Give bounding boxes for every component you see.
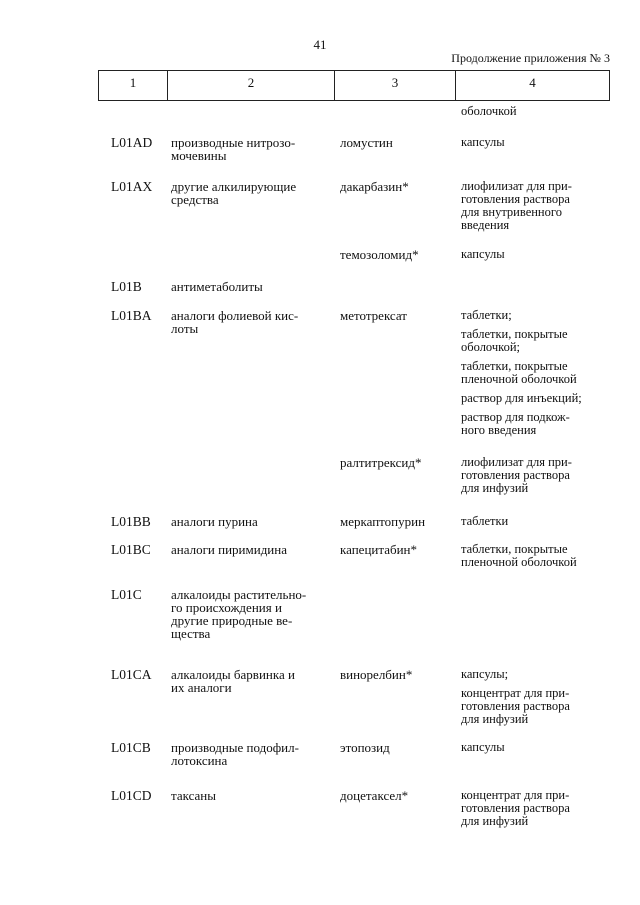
dosage-form-line: капсулы	[461, 135, 505, 149]
drug-name: ралтитрексид*	[340, 455, 422, 470]
group-name-line: алкалоиды растительно-	[171, 587, 307, 602]
group-name-line: го происхождения и	[171, 600, 282, 615]
dosage-form-line: таблетки, покрытые	[461, 542, 568, 556]
dosage-form-line: раствор для подкож-	[461, 410, 570, 424]
atc-code: L01C	[111, 587, 142, 602]
dosage-form-line: пленочной оболочкой	[461, 372, 577, 386]
dosage-form-line: ного введения	[461, 423, 537, 437]
group-name-line: их аналоги	[171, 680, 232, 695]
drug-name: доцетаксел*	[340, 788, 409, 803]
atc-code: L01BC	[111, 542, 151, 557]
group-name-line: таксаны	[171, 788, 216, 803]
drug-name: дакарбазин*	[340, 179, 409, 194]
dosage-form-line: таблетки, покрытые	[461, 327, 568, 341]
dosage-form-line: таблетки	[461, 514, 509, 528]
group-name-line: алкалоиды барвинка и	[171, 667, 295, 682]
drug-name: темозоломид*	[340, 247, 419, 262]
atc-code: L01B	[111, 279, 142, 294]
group-name-line: средства	[171, 192, 219, 207]
atc-code: L01CA	[111, 667, 152, 682]
dosage-form-line: таблетки, покрытые	[461, 359, 568, 373]
dosage-form-line: капсулы	[461, 247, 505, 261]
atc-code: L01BB	[111, 514, 151, 529]
dosage-form-line: таблетки;	[461, 308, 512, 322]
dosage-form-line: капсулы;	[461, 667, 509, 681]
dosage-form-line: готовления раствора	[461, 192, 570, 206]
group-name-line: аналоги фолиевой кис-	[171, 308, 299, 323]
header-col-2: 2	[168, 71, 335, 100]
dosage-form-line: для внутривенного	[461, 205, 562, 219]
group-name-line: аналоги пурина	[171, 514, 258, 529]
dosage-form-line: раствор для инъекций;	[461, 391, 582, 405]
group-name-line: лотоксина	[171, 753, 228, 768]
group-name-line: производные нитрозо-	[171, 135, 296, 150]
group-name-line: другие алкилирующие	[171, 179, 297, 194]
dosage-form-line: концентрат для при-	[461, 788, 570, 802]
dosage-form-line: для инфузий	[461, 481, 529, 495]
header-col-1: 1	[99, 71, 168, 100]
drug-name: ломустин	[340, 135, 393, 150]
dosage-form-line: капсулы	[461, 740, 505, 754]
header-col-4: 4	[529, 75, 536, 90]
group-name-line: аналоги пиримидина	[171, 542, 287, 557]
atc-code: L01CB	[111, 740, 151, 755]
table-header	[98, 70, 610, 101]
dosage-form-line: готовления раствора	[461, 699, 570, 713]
group-name-line: производные подофил-	[171, 740, 299, 755]
dosage-form-line: готовления раствора	[461, 468, 570, 482]
header-col-3: 3	[335, 71, 456, 100]
dosage-form-line: пленочной оболочкой	[461, 555, 577, 569]
group-name-line: лоты	[171, 321, 199, 336]
group-name-line: щества	[171, 626, 211, 641]
atc-code: L01AX	[111, 179, 153, 194]
group-name-line: антиметаболиты	[171, 279, 263, 294]
dosage-form-line: для инфузий	[461, 814, 529, 828]
atc-code: L01CD	[111, 788, 152, 803]
drug-name: капецитабин*	[340, 542, 417, 557]
dosage-form-line: оболочкой	[461, 104, 517, 118]
appendix-continuation: Продолжение приложения № 3	[451, 51, 610, 65]
atc-code: L01AD	[111, 135, 153, 150]
drug-name: этопозид	[340, 740, 390, 755]
dosage-form-line: введения	[461, 218, 510, 232]
dosage-form-line: для инфузий	[461, 712, 529, 726]
atc-code: L01BA	[111, 308, 152, 323]
drug-name: метотрексат	[340, 308, 407, 323]
group-name-line: мочевины	[171, 148, 227, 163]
dosage-form-line: концентрат для при-	[461, 686, 570, 700]
drug-name: винорелбин*	[340, 667, 413, 682]
drug-name: меркаптопурин	[340, 514, 426, 529]
dosage-form-line: лиофилизат для при-	[461, 455, 572, 469]
page-number: 41	[313, 37, 327, 52]
dosage-form-line: готовления раствора	[461, 801, 570, 815]
dosage-form-line: лиофилизат для при-	[461, 179, 572, 193]
dosage-form-line: оболочкой;	[461, 340, 520, 354]
group-name-line: другие природные ве-	[171, 613, 293, 628]
